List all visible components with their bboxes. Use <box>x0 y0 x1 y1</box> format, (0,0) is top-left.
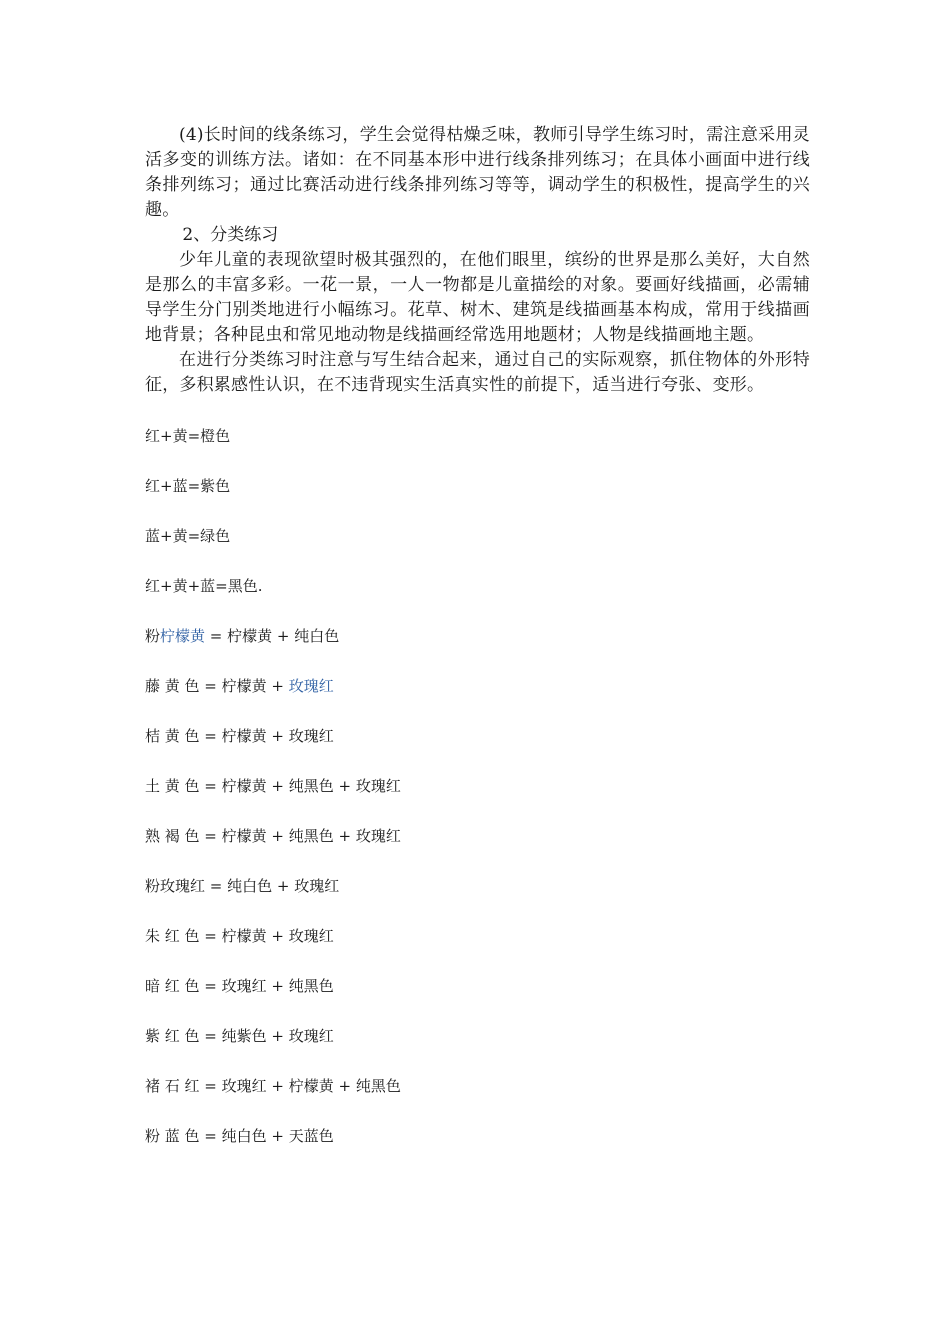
color-formula <box>145 674 810 724</box>
color-formula: 红+黄=橙色 <box>145 427 231 445</box>
color-formula <box>145 624 810 674</box>
color-formula: 暗 红 色 = 玫瑰红 + 纯黑色 <box>145 977 334 995</box>
color-formula: 土 黄 色 = 柠檬黄 + 纯黑色 + 玫瑰红 <box>145 777 401 795</box>
section-heading: 2、分类练习 <box>182 225 279 245</box>
formula-rest: = 柠檬黄 + 纯白色 <box>205 627 340 645</box>
paragraph-children-expression: 少年儿童的表现欲望时极其强烈的，在他们眼里，缤纷的世界是那么美好，大自然是那么的丰富多彩。一花一景，一人一物都是儿童描绘的对象。要画好线描画，必需辅导学生分门别类地进行小幅练习。花草、树木、建筑是线描画基本构成，常用于线描画地背景；各种昆虫和常见地动物是线描画经常选用地题材；人物是线描画地主题。 <box>145 250 810 345</box>
formula-prefix: 粉 <box>145 627 161 645</box>
color-formula: 粉玫瑰红 = 纯白色 + 玫瑰红 <box>145 877 340 895</box>
lemon-yellow-link[interactable]: 柠檬黄 <box>160 627 206 645</box>
formula-prefix: 藤 黄 色 = 柠檬黄 + <box>145 677 289 695</box>
color-formula: 红+蓝=紫色 <box>145 477 231 495</box>
color-formula: 蓝+黄=绿色 <box>145 527 231 545</box>
document-page <box>145 123 810 1174</box>
rose-red-link[interactable]: 玫瑰红 <box>288 677 334 695</box>
spacer <box>145 398 810 424</box>
color-formula: 粉 蓝 色 = 纯白色 + 天蓝色 <box>145 1127 334 1145</box>
color-formula: 朱 红 色 = 柠檬黄 + 玫瑰红 <box>145 927 334 945</box>
color-formula: 褚 石 红 = 玫瑰红 + 柠檬黄 + 纯黑色 <box>145 1077 401 1095</box>
color-formula: 熟 褐 色 = 柠檬黄 + 纯黑色 + 玫瑰红 <box>145 827 401 845</box>
color-formula: 红+黄+蓝=黑色. <box>145 577 263 595</box>
paragraph-line-practice: (4)长时间的线条练习，学生会觉得枯燥乏味，教师引导学生练习时，需注意采用灵活多变的训练方法。诸如：在不同基本形中进行线条排列练习；在具体小画面中进行线条排列练习；通过比赛活动进行线条排列练习等等，调动学生的积极性，提高学生的兴趣。 <box>145 125 810 220</box>
paragraph-classification-practice: 在进行分类练习时注意与写生结合起来，通过自己的实际观察，抓住物体的外形特征，多积累感性认识，在不违背现实生活真实性的前提下，适当进行夸张、变形。 <box>145 350 810 395</box>
color-formula: 紫 红 色 = 纯紫色 + 玫瑰红 <box>145 1027 334 1045</box>
color-formula: 桔 黄 色 = 柠檬黄 + 玫瑰红 <box>145 727 334 745</box>
